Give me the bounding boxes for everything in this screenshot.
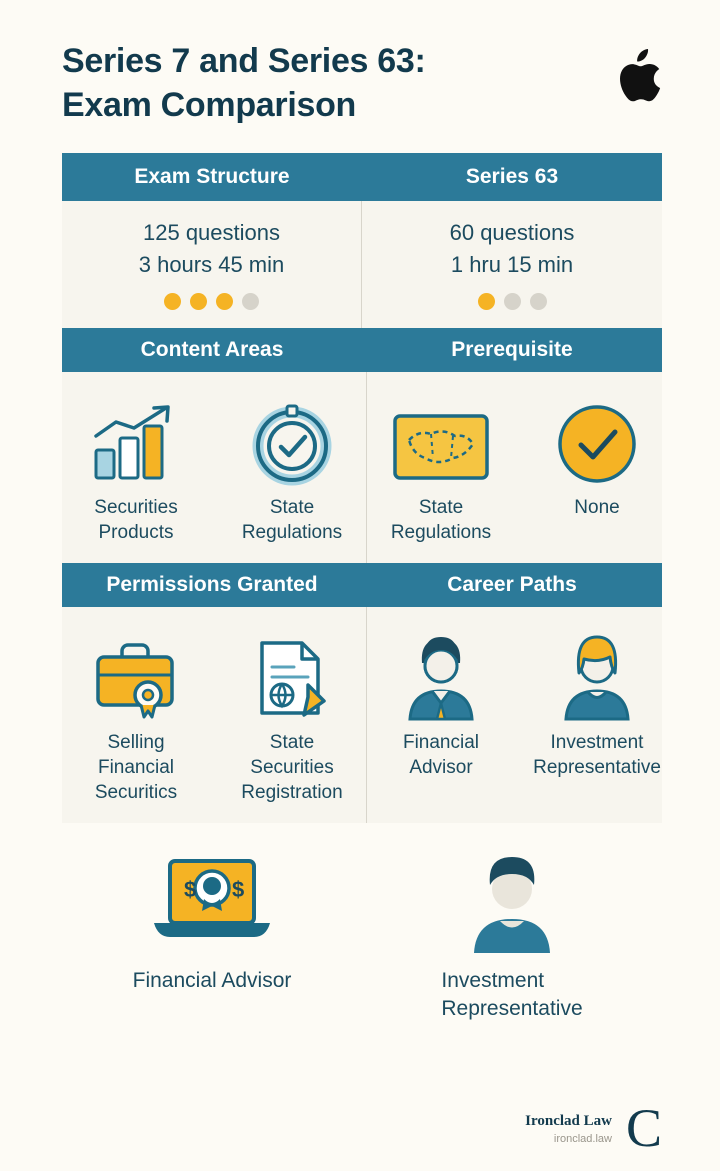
brand-text	[525, 1113, 612, 1145]
icon-label-line-1: Financial	[402, 732, 480, 754]
icon-item-selling-financial-securities	[72, 629, 200, 805]
footer-branding	[525, 1098, 662, 1159]
apple-logo-icon	[612, 48, 662, 111]
icon-label-line-2: Securities	[250, 756, 334, 778]
page-title-line-2: Exam Comparison	[62, 85, 357, 124]
person-avatar-icon	[464, 849, 560, 953]
cell-series-63-structure	[362, 201, 662, 328]
icon-label	[95, 731, 177, 805]
person-blonde-icon	[554, 629, 640, 721]
comparison-table	[62, 153, 662, 823]
icon-item-state-regulations-63	[377, 394, 505, 545]
icon-label	[574, 496, 619, 521]
header	[0, 0, 720, 127]
row-exam-structure	[62, 201, 662, 328]
icon-item-state-regulations	[228, 394, 356, 545]
icon-label-line-1: Investment	[550, 732, 644, 754]
dot	[216, 293, 233, 310]
dot	[478, 293, 495, 310]
checkmark-circle-icon	[555, 394, 639, 486]
page-title	[62, 40, 426, 127]
bottom-icons	[62, 849, 662, 1022]
career-paths-icons	[377, 623, 661, 780]
dot	[242, 293, 259, 310]
icon-label-line-2: Representative	[441, 996, 583, 1020]
dot	[190, 293, 207, 310]
icon-label-line-1: State	[269, 732, 315, 754]
icon-label-line-1: State	[418, 496, 464, 518]
icon-item-none	[533, 394, 661, 545]
prerequisite-icons	[377, 388, 661, 545]
series-7-questions: 125 questions	[143, 220, 280, 246]
icon-item-financial-advisor	[377, 629, 505, 780]
brand-name: Ironclad Law	[525, 1112, 612, 1129]
icon-label	[133, 967, 292, 994]
ironclad-monogram-icon: C	[625, 1098, 662, 1159]
series-7-duration-dots	[72, 293, 351, 310]
header-exam-structure: Exam Structure	[134, 165, 290, 189]
icon-label-line-1: Financial Advisor	[132, 969, 292, 993]
icon-label-line-2: Advisor	[409, 756, 473, 778]
icon-label-line-2: Financial	[97, 756, 175, 778]
icon-label	[94, 496, 177, 545]
series-63-questions: 60 questions	[449, 220, 575, 246]
icon-label-line-2: Products	[98, 521, 174, 543]
person-suit-icon	[398, 629, 484, 721]
row-permissions-career	[62, 607, 662, 823]
cell-career-paths	[367, 607, 671, 823]
icon-label-line-1: Investment	[441, 969, 545, 993]
icon-label-line-2: Regulations	[241, 521, 343, 543]
cell-prerequisite	[367, 372, 671, 563]
brand-url: ironclad.law	[553, 1132, 612, 1145]
us-map-icon	[391, 394, 491, 486]
cell-series-7-structure	[62, 201, 362, 328]
permissions-icons	[72, 623, 356, 805]
page-title-line-1: Series 7 and Series 63:	[62, 42, 426, 80]
clock-checkmark-icon	[248, 394, 336, 486]
icon-label	[242, 496, 342, 545]
icon-label-line-1: None	[574, 496, 620, 518]
icon-item-bottom-investment-representative	[392, 849, 632, 1022]
header-permissions-granted: Permissions Granted	[106, 573, 318, 597]
icon-label-line-3: Registration	[241, 781, 343, 803]
laptop-dollar-icon	[148, 849, 276, 953]
icon-item-investment-representative	[533, 629, 661, 780]
icon-label-line-1: State	[269, 496, 315, 518]
icon-label	[533, 731, 661, 780]
bar-chart-growth-icon	[88, 394, 184, 486]
icon-item-bottom-financial-advisor	[92, 849, 332, 994]
icon-label	[441, 967, 582, 1022]
icon-label-line-1: Securities	[94, 496, 178, 518]
icon-label-line-3: Securitics	[94, 781, 178, 803]
band-content-areas	[62, 328, 662, 372]
svg-text:$: $	[232, 877, 245, 903]
icon-label-line-2: Regulations	[390, 521, 492, 543]
icon-label	[391, 496, 491, 545]
icon-label	[403, 731, 479, 780]
svg-text:$: $	[184, 877, 197, 903]
icon-label-line-2: Representative	[533, 756, 661, 778]
icon-item-securities-products	[72, 394, 200, 545]
icon-label-line-1: Selling	[107, 732, 165, 754]
series-63-duration-dots	[372, 293, 652, 310]
header-prerequisite: Prerequisite	[451, 337, 573, 361]
band-permissions-career	[62, 563, 662, 607]
series-63-duration: 1 hru 15 min	[450, 251, 574, 277]
briefcase-award-icon	[90, 629, 182, 721]
cell-content-areas	[62, 372, 367, 563]
icon-item-state-securities-registration	[228, 629, 356, 805]
row-content-areas	[62, 372, 662, 563]
document-pencil-icon	[248, 629, 336, 721]
header-content-areas: Content Areas	[140, 337, 284, 361]
band-exam-structure	[62, 153, 662, 201]
content-areas-icons	[72, 388, 356, 545]
series-7-duration: 3 hours 45 min	[138, 251, 285, 277]
dot	[530, 293, 547, 310]
dot	[504, 293, 521, 310]
icon-label	[241, 731, 342, 805]
cell-permissions-granted	[62, 607, 367, 823]
dot	[164, 293, 181, 310]
header-career-paths: Career Paths	[447, 573, 577, 597]
header-series-63: Series 63	[465, 165, 559, 189]
